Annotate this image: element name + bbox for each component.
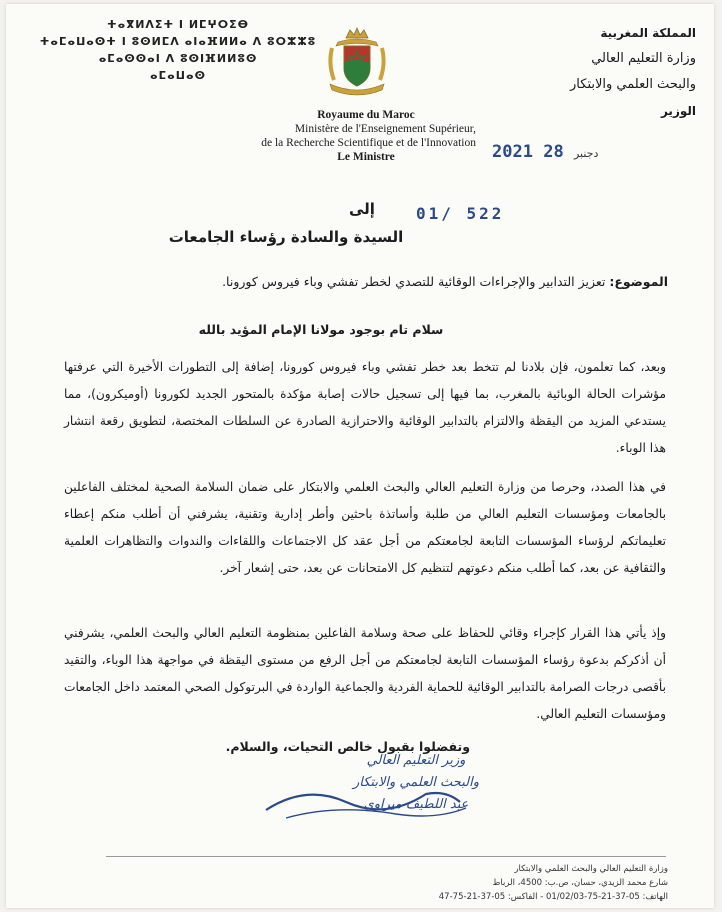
royal-coat-of-arms-icon	[324, 24, 390, 100]
signature-block	[346, 750, 486, 816]
arabic-kingdom: المملكة المغربية	[600, 26, 696, 40]
footer-address	[338, 862, 668, 904]
addressee-to: إلى	[349, 200, 375, 218]
letter-page	[6, 4, 714, 908]
date-year: 2021	[492, 142, 533, 162]
closing-formula: وتفضلوا بقبول خالص التحيات، والسلام.	[225, 739, 470, 754]
tifinagh-line-4: ⴰⵎⴰⵡⴰⵙ	[150, 69, 206, 82]
signature-line-3: عبد اللطيف ميراوي	[363, 797, 469, 812]
arabic-ministry-line-2: والبحث العلمي والابتكار	[570, 77, 696, 92]
french-ministry-line-2: de la Recherche Scientifique et de l'Innovation	[261, 137, 476, 149]
tifinagh-line-1: ⵜⴰⴳⵍⴷⵉⵜ ⵏ ⵍⵎⵖⵔⵉⴱ	[106, 18, 249, 31]
body-paragraph-1: وبعد، كما تعلمون، فإن بلادنا لم تتخط بعد خطر تفشي وباء فيروس كورونا، إضافة إلى التطورات الأخيرة التي عرفتها مؤشرات الحالة الوبائية بالمغرب، بما فيها إلى تسجيل حالات إصابة مؤكدة بالمتحور الجديد لكورونا (أوميكرون)، مما يستدعي المزيد من اليقظة والالتزام بالتدابير الوقائية والاحترازية الصادرة عن السلطات المختصة، لتطويق رقعة انتشار هذا الوباء.	[64, 360, 666, 455]
subject-text: تعزيز التدابير والإجراءات الوقائية للتصدي لخطر تفشي وباء فيروس كورونا.	[222, 274, 610, 289]
footer-line-1: وزارة التعليم العالي والبحث العلمي والابتكار	[514, 864, 668, 874]
body-paragraph-2: في هذا الصدد، وحرصا من وزارة التعليم العالي والبحث العلمي والابتكار على ضمان السلامة الصحية لمختلف الفاعلين بالجامعات ومؤسسات التعليم العالي من طلبة وأساتذة باحثين وأطر إدارية وتقنية، يشرفني أن أطلب منكم إعطاء تعليماتكم لرؤساء المؤسسات التابعة لجامعتكم من أجل عقد كل الاجتماعات واللقاءات والندوات والتظاهرات العلمية والثقافية عن بعد، كما أطلب منكم دعوتهم لتنظيم كل الامتحانات عن بعد، حتى إشعار آخر.	[64, 480, 666, 575]
tifinagh-line-2: ⵜⴰⵎⴰⵡⴰⵙⵜ ⵏ ⵓⵙⵍⵎⴷ ⴰⵏⴰⴼⵍⵍⴰ ⴷ ⵓⵔⵣⵣⵓ	[39, 35, 317, 48]
french-header	[236, 108, 476, 164]
french-kingdom: Royaume du Maroc	[317, 109, 415, 121]
signature-line-2: والبحث العلمي والابتكار	[353, 775, 479, 790]
french-ministry-line-1: Ministère de l'Enseignement Supérieur,	[294, 123, 476, 135]
footer-divider	[106, 856, 666, 857]
footer-line-3: الهاتف: 05-37-21-75-01/02/03 - الفاكس: 05-37-21-75-47	[438, 892, 668, 902]
letter-subject	[68, 274, 668, 289]
arabic-header	[516, 20, 696, 124]
letter-date	[492, 142, 602, 162]
reference-number: 01/ 522	[416, 204, 505, 223]
salutation: سلام تام بوجود مولانا الإمام المؤيد بالله	[198, 322, 444, 337]
addressee-recipient: السيدة والسادة رؤساء الجامعات	[168, 228, 404, 246]
date-month: دجنبر	[573, 147, 599, 160]
tifinagh-line-3: ⴰⵎⴰⵙⵙⴰⵏ ⴷ ⵓⵙⵏⴼⵍⵍⵓⵙ	[98, 52, 258, 65]
date-day: 28	[543, 142, 564, 162]
french-minister: Le Ministre	[337, 151, 395, 163]
signature-line-1: وزير التعليم العالي	[366, 753, 466, 768]
arabic-minister: الوزير	[660, 104, 696, 118]
tifinagh-header	[28, 16, 328, 84]
arabic-ministry-line-1: وزارة التعليم العالي	[591, 51, 696, 66]
footer-line-2: شارع محمد الزيدي، حسان، ص.ب: 4500، الرباط	[492, 878, 668, 888]
subject-label: الموضوع:	[609, 274, 668, 289]
body-paragraph-3: وإذ يأتي هذا القرار كإجراء وقائي للحفاظ على صحة وسلامة الفاعلين بمنظومة التعليم العالي والبحث العلمي، يشرفني أن أذكركم بدعوة رؤساء المؤسسات التابعة لجامعتكم من أجل الرفع من مستوى اليقظة في مواجهة هذا الوباء، والتقيد بأقصى درجات الصرامة بالتدابير الوقائية للحماية الفردية والجماعية الواردة في البرتوكول الصحي المعتمد داخل الجامعات ومؤسسات التعليم العالي.	[64, 626, 666, 721]
